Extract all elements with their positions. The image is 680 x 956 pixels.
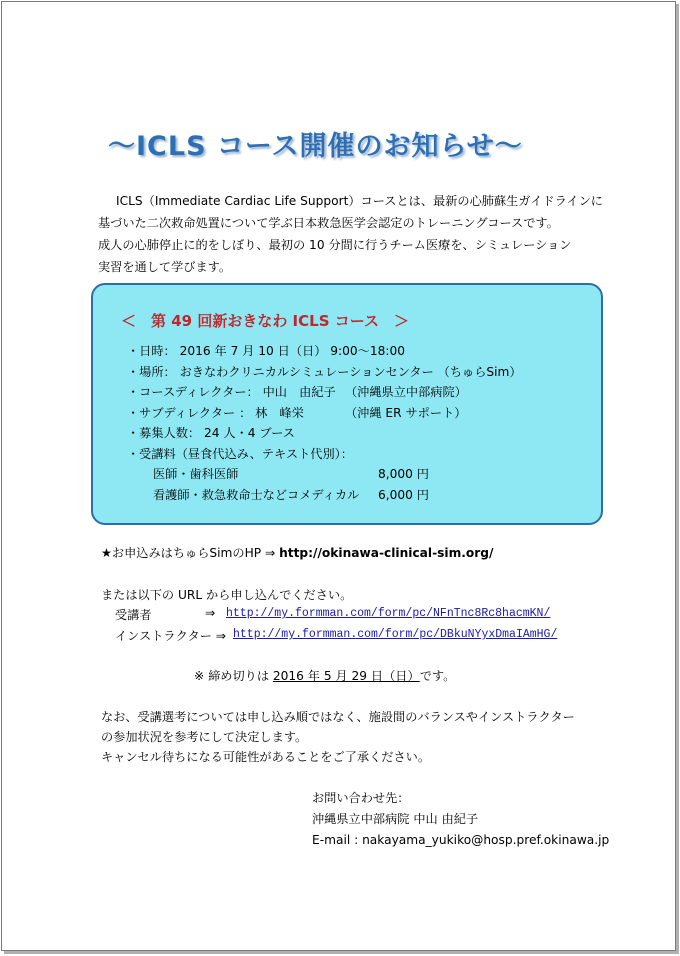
contact-person: 沖縄県立中部病院 中山 由紀子: [312, 812, 479, 826]
instructor-line: [115, 627, 558, 644]
subdirector-org: （沖縄 ER サポート）: [345, 405, 467, 420]
fee-label: 医師・歯科医師: [153, 467, 239, 481]
fee-header: ・受講料（昼食代込み、テキスト代別）：: [127, 446, 353, 461]
course-place: ・場所： おきなわクリニカルシミュレーションセンター （ちゅらSim）: [127, 364, 522, 379]
deadline-date: 2016 年 5 月 29 日（日）: [272, 669, 420, 683]
contact-heading: お問い合わせ先：: [312, 791, 410, 805]
intro-line: 成人の心肺停止に的をしぼり、最初の 10 分間に行うチーム医療を、シミュレーション: [98, 238, 572, 252]
intro-line: 基づいた二次救命処置について学ぶ日本救急医学会認定のトレーニングコースです。: [98, 216, 559, 230]
fee-price: 6,000 円: [378, 487, 429, 502]
subdirector-name: ・サブディレクター ： 林 峰栄: [127, 405, 304, 420]
participant-label: 受講者: [115, 608, 152, 622]
deadline-suffix: です。: [419, 669, 456, 683]
fee-row: [127, 486, 522, 507]
course-title: ＜ 第 49 回新おきなわ ICLS コース ＞: [121, 312, 409, 330]
director-name: ・コースディレクター： 中山 由紀子: [127, 385, 336, 399]
page-title: ～ICLS コース開催のお知らせ～: [108, 131, 523, 162]
participant-line: [115, 606, 551, 623]
course-date: ・日時： 2016 年 7 月 10 日（日） 9:00～18:00: [127, 344, 405, 358]
instructor-label: インストラクター ⇒: [115, 629, 226, 643]
course-capacity: ・募集人数： 24 人・4 ブース: [127, 426, 295, 440]
contact-block: [312, 788, 609, 851]
fee-price: 8,000 円: [378, 467, 429, 481]
participant-url-link[interactable]: http://my.formman.com/form/pc/NFnTnc8Rc8hacmKN/: [226, 607, 551, 620]
apply-hp-link[interactable]: http://okinawa-clinical-sim.org/: [279, 546, 494, 560]
apply-hp-text: ★お申込みはちゅらSimのHP ⇒: [101, 546, 280, 560]
course-subdirector: [127, 404, 522, 425]
apply-url-intro: または以下の URL から申し込んでください。: [101, 588, 353, 602]
course-details: [127, 342, 522, 506]
note-line: なお、受講選考については申し込み順ではなく、施設間のバランスやインストラクター: [101, 710, 575, 724]
participant-arrow: ⇒: [205, 606, 216, 620]
instructor-url-link[interactable]: http://my.formman.com/form/pc/DBkuNYyxDmaIAmHG/: [233, 628, 558, 641]
fee-row: [127, 465, 522, 486]
intro-line: ICLS（Immediate Cardiac Life Support）コースとは、最新の心肺蘇生ガイドラインに: [116, 194, 603, 208]
intro-line: 実習を通して学びます。: [98, 260, 232, 274]
note-line: の参加状況を参考にして決定します。: [101, 730, 308, 744]
note-line: キャンセル待ちになる可能性があることをご了承ください。: [101, 750, 431, 764]
course-director: [127, 383, 522, 404]
director-org: （沖縄県立中部病院）: [345, 385, 467, 399]
intro-paragraph: [98, 190, 603, 278]
apply-hp-line: [101, 544, 493, 561]
fee-label: 看護師・救急救命士などコメディカル: [153, 487, 360, 502]
deadline-prefix: ※ 締め切りは: [194, 669, 273, 683]
contact-email: E-mail : nakayama_yukiko@hosp.pref.okinawa.jp: [312, 833, 610, 847]
deadline-line: [194, 667, 455, 684]
